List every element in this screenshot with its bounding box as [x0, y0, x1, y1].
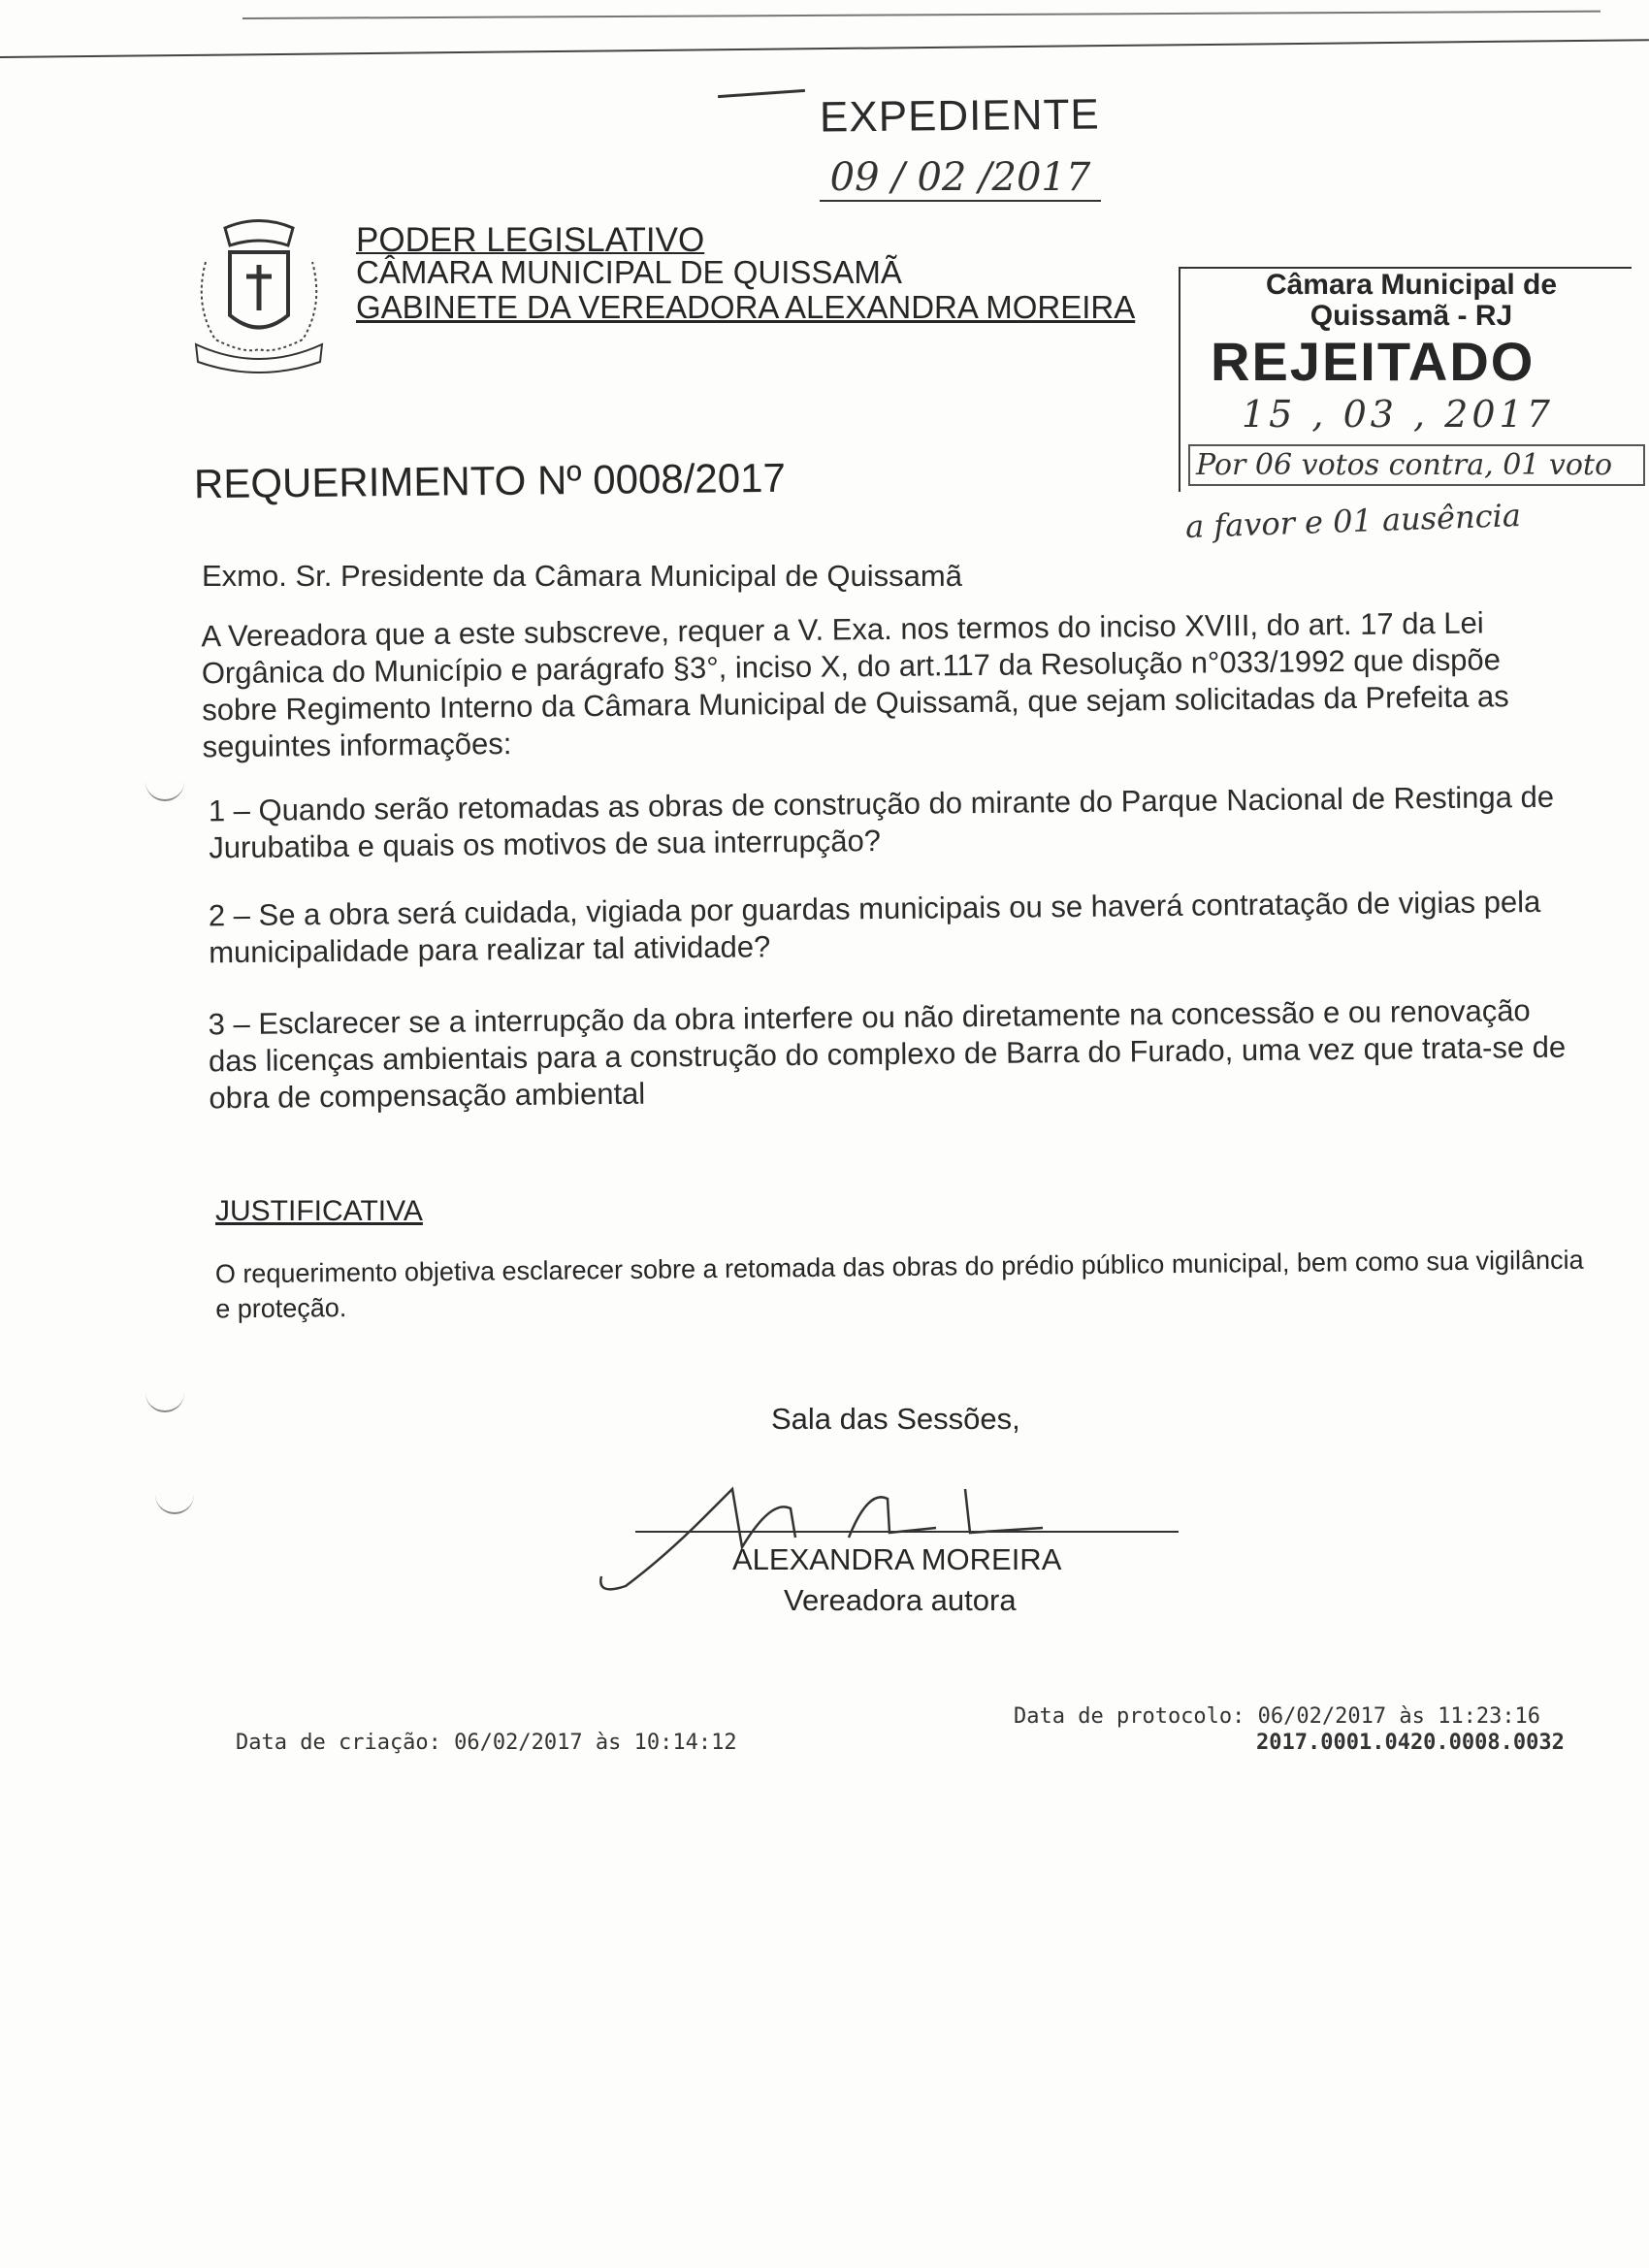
rejection-stamp-date: 15 , 03 , 2017 [1242, 393, 1554, 436]
page-title: REQUERIMENTO Nº 0008/2017 [193, 454, 787, 507]
pen-dash [718, 89, 805, 98]
item-3: 3 – Esclarecer se a interrupção da obra interfere ou não diretamente na concessão e ou renovação das licenças ambientais para a construção do complexo de Barra do Furado, uma vez que trata-se de obra de compensação ambiental [208, 993, 1567, 1116]
rejection-vote-note: Por 06 votos contra, 01 voto [1188, 444, 1645, 486]
justification-text: O requerimento objetiva esclarecer sobre a retomada das obras do prédio público municipal, bem como sua vigilância e proteção. [214, 1245, 1584, 1324]
rejection-stamp-status: REJEITADO [1211, 331, 1536, 392]
item-2: 2 – Se a obra será cuidada, vigiada por guardas municipais ou se haverá contratação de vigias pela municipalidade para realizar tal atividade? [208, 884, 1541, 970]
rejection-stamp-institution: Câmara Municipal de Quissamã - RJ [1265, 269, 1558, 332]
scan-edge-line [242, 11, 1600, 19]
margin-mark [146, 776, 184, 801]
header-camara: CÂMARA MUNICIPAL DE QUISSAMÃ [356, 254, 902, 290]
item-1: 1 – Quando serão retomadas as obras de construção do mirante do Parque Nacional de Restinga de Jurubatiba e quais os motivos de sua interrupção? [208, 779, 1555, 865]
scan-edge-line [0, 39, 1649, 58]
header-gabinete: GABINETE DA VEREADORA ALEXANDRA MOREIRA [356, 289, 1136, 325]
municipal-crest-icon [186, 218, 332, 373]
rejection-vote-note-2: a favor e 01 ausência [1184, 496, 1522, 546]
expediente-date: 09 / 02 /2017 [820, 155, 1101, 202]
signature-line [635, 1531, 1179, 1533]
intro-paragraph: A Vereadora que a este subscreve, requer a V. Exa. nos termos do inciso XVIII, do art. 17 da Lei Orgânica do Município e parágrafo §3°, inciso X, do art.117 da Resolução n°033/1992 que dispõe sobre Regimento Interno da Câmara Municipal de Quissamã, que sejam solicitadas da Prefeita as seguintes informações: [201, 605, 1509, 764]
header-poder-legislativo: PODER LEGISLATIVO [356, 221, 705, 259]
margin-mark [155, 1489, 194, 1514]
salutation: Exmo. Sr. Presidente da Câmara Municipal de Quissamã [202, 559, 962, 593]
protocol-date: Data de protocolo: 06/02/2017 às 11:23:16 [1014, 1704, 1541, 1729]
expediente-stamp: EXPEDIENTE [819, 90, 1100, 142]
closing-text: Sala das Sessões, [771, 1402, 1020, 1436]
justification-heading: JUSTIFICATIVA [215, 1195, 423, 1227]
creation-date: Data de criação: 06/02/2017 às 10:14:12 [236, 1731, 737, 1755]
protocol-number: 2017.0001.0420.0008.0032 [1256, 1731, 1565, 1755]
signatory-role: Vereadora autora [784, 1583, 1017, 1617]
signatory-name: ALEXANDRA MOREIRA [732, 1542, 1062, 1576]
margin-mark [146, 1387, 184, 1412]
